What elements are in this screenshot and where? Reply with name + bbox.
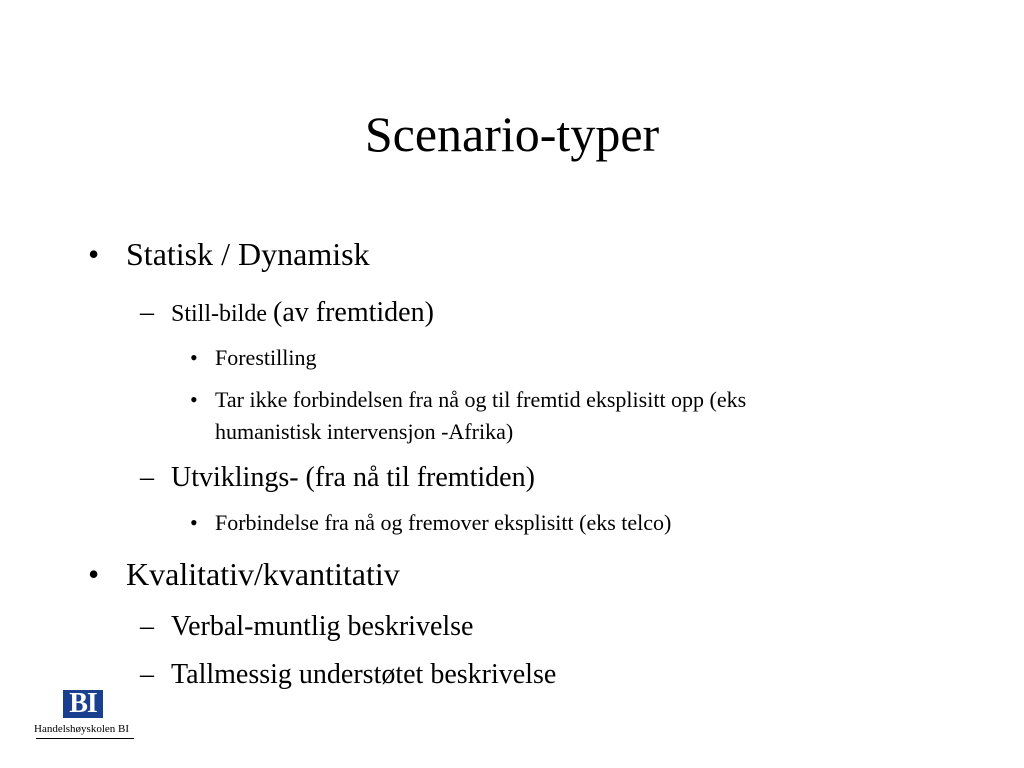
bullet-marker: • <box>88 236 100 272</box>
list-item-tar-ikke-line2: humanistisk intervensjon -Afrika) <box>215 419 514 444</box>
list-item-forbindelse: Forbindelse fra nå og fremover eksplisitt (eks telco) <box>215 510 672 535</box>
bi-logo-name: Handelshøyskolen BI <box>34 723 130 735</box>
bullet-marker: • <box>190 387 198 412</box>
list-item-tallmessig: Tallmessig understøtet beskrivelse <box>171 659 557 690</box>
list-item-statisk-dynamisk: Statisk / Dynamisk <box>126 236 370 272</box>
list-item-forestilling: Forestilling <box>215 345 317 370</box>
bullet-marker: • <box>190 345 198 370</box>
list-item-utviklings: Utviklings- (fra nå til fremtiden) <box>171 462 535 493</box>
dash-marker: – <box>140 659 154 690</box>
dash-marker: – <box>140 297 154 328</box>
list-item-tar-ikke-line1: Tar ikke forbindelsen fra nå og til fremtid eksplisitt opp (eks <box>215 387 747 412</box>
list-item-still-bilde <box>171 295 434 332</box>
list-item-verbal-muntlig: Verbal-muntlig beskrivelse <box>171 611 474 642</box>
dash-marker: – <box>140 611 154 642</box>
list-item-still-bilde-rest: (av fremtiden) <box>273 297 434 328</box>
dash-marker: – <box>140 462 154 493</box>
bi-logo-mark: BI <box>63 690 103 718</box>
list-item-kvalitativ-kvantitativ: Kvalitativ/kvantitativ <box>126 556 400 592</box>
bi-logo-underline <box>36 738 134 739</box>
list-item-still-bilde-lead: Still-bilde <box>171 301 273 327</box>
bullet-marker: • <box>88 556 100 592</box>
slide-title: Scenario-typer <box>364 106 660 162</box>
bi-logo <box>34 690 138 742</box>
bullet-marker: • <box>190 510 198 535</box>
